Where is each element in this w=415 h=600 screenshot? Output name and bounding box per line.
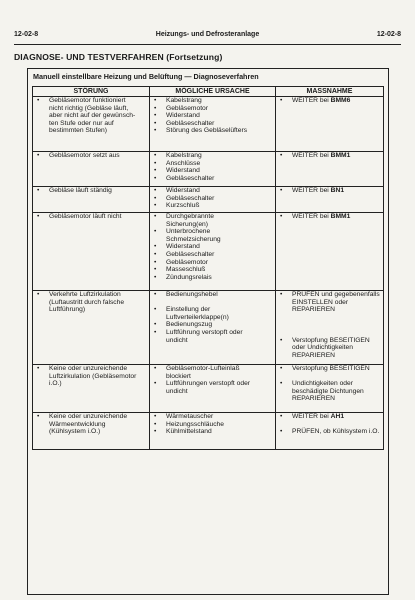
cause-cell — [150, 365, 276, 413]
bullet-icon: • — [154, 428, 157, 436]
cause-item-line: Kabelstrang — [166, 152, 202, 159]
action-item-line: PRÜFEN und gegebenenfalls — [292, 291, 380, 298]
table-row — [33, 413, 384, 450]
box-title: Manuell einstellbare Heizung und Belüftung — Diagnoseverfahren — [33, 72, 259, 81]
cause-item-line: Störung des Gebläselüfters — [166, 127, 248, 135]
cause-item-line: Gebläsemotor — [166, 258, 209, 266]
action-line — [292, 187, 381, 195]
cause-item-line: Bedienungszug — [166, 321, 213, 329]
bullet-icon: • — [154, 380, 157, 388]
cause-item — [152, 266, 273, 274]
problem-item-line: bestimmten Stufen) — [49, 127, 107, 135]
problem-item-line: Keine oder unzureichende — [49, 365, 128, 372]
problem-item — [35, 187, 147, 195]
bullet-icon: • — [154, 174, 157, 182]
cause-item-line: Schmelzsicherung — [166, 235, 221, 243]
page-header — [14, 31, 401, 43]
action-item — [278, 380, 381, 403]
action-cell — [276, 187, 384, 213]
problem-item-line: Keine oder unzureichende — [49, 413, 128, 420]
action-item — [278, 365, 381, 373]
cause-item — [152, 329, 273, 344]
bullet-icon: • — [154, 228, 157, 236]
cause-item-line: Einstellung der — [166, 306, 211, 314]
spacer — [276, 373, 381, 381]
cause-item — [152, 195, 273, 203]
problem-cell — [33, 97, 150, 152]
cause-item — [152, 152, 273, 160]
action-cell — [276, 413, 384, 450]
bullet-icon: • — [154, 420, 157, 428]
bullet-icon: • — [154, 194, 157, 202]
problem-cell — [33, 213, 150, 291]
action-item — [278, 213, 381, 221]
problem-cell — [33, 291, 150, 365]
bullet-icon: • — [280, 152, 283, 159]
problem-item-line: aber nicht auf der gewünsch- — [49, 112, 136, 120]
cause-cell — [150, 152, 276, 187]
spacer — [150, 299, 273, 307]
header-rule — [14, 44, 401, 45]
cause-cell — [150, 413, 276, 450]
cause-item-line: Sicherung(en) — [166, 220, 209, 228]
cause-item — [152, 428, 273, 436]
bullet-icon: • — [37, 291, 40, 298]
bullet-icon: • — [37, 213, 40, 220]
cause-item-line: Wärmetauscher — [166, 413, 214, 420]
bullet-icon: • — [154, 213, 157, 220]
bullet-icon: • — [280, 187, 283, 194]
diagnosis-box — [27, 68, 389, 595]
problem-item-line: Gebläsemotor setzt aus — [49, 152, 120, 159]
action-link-code[interactable]: BMM1 — [330, 152, 351, 159]
cause-item — [152, 97, 273, 105]
cause-item — [152, 306, 273, 321]
bullet-icon: • — [154, 291, 157, 298]
diagnosis-table — [32, 86, 384, 450]
problem-item — [35, 413, 147, 436]
action-item — [278, 428, 381, 436]
cause-item-line: Widerstand — [166, 112, 200, 120]
bullet-icon: • — [154, 243, 157, 251]
cause-item — [152, 228, 273, 243]
problem-item — [35, 365, 147, 388]
cause-item — [152, 380, 273, 395]
cause-item-line: Kurzschluß — [166, 202, 200, 210]
table-header-row — [33, 87, 384, 97]
bullet-icon: • — [154, 273, 157, 281]
action-item — [278, 152, 381, 160]
problem-item-line: Gebläsemotor läuft nicht — [49, 213, 122, 220]
page-number-left: 12-02-8 — [14, 31, 39, 38]
bullet-icon: • — [280, 365, 283, 372]
action-line — [292, 97, 381, 105]
problem-item-line: Wärmeentwicklung — [49, 420, 106, 428]
bullet-icon: • — [280, 413, 283, 420]
cause-cell — [150, 187, 276, 213]
action-line — [292, 213, 381, 221]
action-text: WEITER bei — [292, 97, 331, 104]
cause-item — [152, 251, 273, 259]
bullet-icon: • — [154, 266, 157, 274]
cause-item-line: Widerstand — [166, 167, 200, 175]
problem-item-line: Luftzirkulation (Gebläsemotor — [49, 372, 137, 380]
cause-item-line: Unterbrochene — [166, 228, 211, 236]
cause-item — [152, 259, 273, 267]
table-row — [33, 187, 384, 213]
problem-item — [35, 213, 147, 221]
bullet-icon: • — [154, 306, 157, 314]
cause-item — [152, 167, 273, 175]
cause-item — [152, 274, 273, 282]
action-text: WEITER bei — [292, 413, 331, 420]
spacer — [276, 329, 381, 337]
problem-cell — [33, 365, 150, 413]
bullet-icon: • — [154, 97, 157, 104]
column-header-massnahme: MASSNAHME — [276, 87, 384, 97]
cause-cell — [150, 291, 276, 365]
action-item-line: Verstopfung BESEITIGEN — [292, 365, 370, 372]
action-item — [278, 291, 381, 314]
problem-item-line: Gebläse läuft ständig — [49, 187, 112, 194]
action-item-line: REPARIEREN — [292, 306, 335, 314]
cause-item-line: Bedienungshebel — [166, 291, 218, 298]
action-link-code[interactable]: BN1 — [330, 187, 345, 194]
bullet-icon: • — [154, 365, 157, 372]
action-link-code[interactable]: BMM6 — [330, 97, 351, 104]
bullet-icon: • — [280, 428, 283, 436]
action-item-line: PRÜFEN, ob Kühlsystem i.O. — [292, 428, 380, 436]
bullet-icon: • — [154, 127, 157, 135]
table-row — [33, 365, 384, 413]
spacer — [276, 321, 381, 329]
cause-item — [152, 112, 273, 120]
problem-cell — [33, 413, 150, 450]
action-cell — [276, 213, 384, 291]
cause-item-line: Gebläseschalter — [166, 174, 215, 182]
problem-cell — [33, 152, 150, 187]
bullet-icon: • — [154, 159, 157, 167]
table-row — [33, 213, 384, 291]
bullet-icon: • — [154, 321, 157, 329]
bullet-icon: • — [280, 97, 283, 104]
bullet-icon: • — [280, 291, 283, 298]
action-cell — [276, 97, 384, 152]
cause-item — [152, 321, 273, 329]
cause-item — [152, 291, 273, 299]
bullet-icon: • — [154, 328, 157, 336]
problem-item-line: Verkehrte Luftzirkulation — [49, 291, 121, 298]
action-text: WEITER bei — [292, 213, 331, 220]
problem-item-line: Gebläsemotor funktioniert — [49, 97, 126, 104]
action-item-line: oder Undichtigkeiten — [292, 344, 353, 352]
bullet-icon: • — [37, 187, 40, 194]
cause-item-line: Heizungsschläuche — [166, 420, 224, 428]
page-number-right: 12-02-8 — [376, 31, 401, 38]
action-text: WEITER bei — [292, 152, 331, 159]
cause-item-line: Gebläsemotor — [166, 104, 209, 112]
bullet-icon: • — [37, 152, 40, 159]
column-header-ursache: MÖGLICHE URSACHE — [150, 87, 276, 97]
cause-item — [152, 120, 273, 128]
cause-item — [152, 243, 273, 251]
bullet-icon: • — [37, 97, 40, 104]
cause-item-line: Kühlmittelstand — [166, 428, 212, 436]
table-row — [33, 152, 384, 187]
section-title: DIAGNOSE- UND TESTVERFAHREN (Fortsetzung) — [14, 52, 223, 62]
chapter-title: Heizungs- und Defrosteranlage — [155, 31, 260, 38]
cause-item-line: undicht — [166, 336, 188, 344]
table-row — [33, 291, 384, 365]
cause-item-line: Gebläseschalter — [166, 119, 215, 127]
problem-item-line: nicht richtig (Gebläse läuft, — [49, 104, 129, 112]
cause-item-line: Masseschluß — [166, 266, 206, 274]
cause-item — [152, 421, 273, 429]
action-item-line: REPARIEREN — [292, 351, 335, 359]
bullet-icon: • — [154, 250, 157, 258]
cause-cell — [150, 97, 276, 152]
bullet-icon: • — [154, 112, 157, 120]
problem-cell — [33, 187, 150, 213]
problem-item-line: (Luftaustritt durch falsche — [49, 298, 125, 306]
problem-item-line: (Kühlsystem i.O.) — [49, 428, 101, 436]
cause-item — [152, 365, 273, 380]
bullet-icon: • — [280, 336, 283, 344]
cause-item-line: Zündungsrelais — [166, 273, 212, 281]
bullet-icon: • — [154, 152, 157, 159]
action-link-code[interactable]: BMM1 — [330, 213, 351, 220]
cause-item-line: undicht — [166, 387, 188, 395]
action-item-line: Undichtigkeiten oder — [292, 380, 353, 388]
cause-item-line: Durchgebrannte — [166, 213, 214, 220]
action-item — [278, 97, 381, 105]
action-cell — [276, 152, 384, 187]
action-item — [278, 337, 381, 360]
cause-item — [152, 127, 273, 135]
action-item-line: REPARIEREN — [292, 395, 335, 403]
cause-item — [152, 213, 273, 228]
cause-item — [152, 413, 273, 421]
action-item-line: EINSTELLEN oder — [292, 298, 349, 306]
action-cell — [276, 365, 384, 413]
problem-item — [35, 97, 147, 135]
bullet-icon: • — [280, 380, 283, 388]
action-item-line: Verstopfung BESEITIGEN — [292, 336, 370, 344]
action-cell — [276, 291, 384, 365]
cause-item-line: Luftführungen verstopft oder — [166, 380, 251, 388]
bullet-icon: • — [154, 187, 157, 194]
bullet-icon: • — [37, 365, 40, 372]
action-line — [292, 413, 381, 421]
bullet-icon: • — [154, 119, 157, 127]
bullet-icon: • — [154, 167, 157, 175]
cause-item — [152, 175, 273, 183]
problem-item — [35, 152, 147, 160]
problem-item-line: ten Stufe oder nur auf — [49, 119, 114, 127]
bullet-icon: • — [154, 258, 157, 266]
cause-item — [152, 187, 273, 195]
bullet-icon: • — [154, 413, 157, 420]
bullet-icon: • — [154, 202, 157, 210]
cause-item-line: Gebläseschalter — [166, 250, 215, 258]
cause-item-line: Gebläseschalter — [166, 194, 215, 202]
problem-item — [35, 291, 147, 314]
cause-item-line: Widerstand — [166, 187, 200, 194]
action-line — [292, 152, 381, 160]
cause-item-line: Gebläsemotor-Lufteinlaß — [166, 365, 240, 372]
action-item — [278, 413, 381, 421]
cause-item-line: Widerstand — [166, 243, 200, 251]
action-item-line: beschädigte Dichtungen — [292, 387, 364, 395]
cause-item-line: Luftführung verstopft oder — [166, 328, 243, 336]
bullet-icon: • — [37, 413, 40, 420]
cause-item-line: Kabelstrang — [166, 97, 202, 104]
cause-item-line: blockiert — [166, 372, 191, 380]
cause-item — [152, 202, 273, 210]
cause-item-line: Luftverteilerklappe(n) — [166, 313, 229, 321]
column-header-stoerung: STÖRUNG — [33, 87, 150, 97]
action-link-code[interactable]: AH1 — [330, 413, 345, 420]
cause-item — [152, 105, 273, 113]
cause-item-line: Anschlüsse — [166, 159, 201, 167]
problem-item-line: i.O.) — [49, 380, 62, 388]
problem-item-line: Luftführung) — [49, 306, 86, 314]
action-text: WEITER bei — [292, 187, 331, 194]
spacer — [276, 314, 381, 322]
cause-item — [152, 160, 273, 168]
cause-cell — [150, 213, 276, 291]
bullet-icon: • — [280, 213, 283, 220]
table-row — [33, 97, 384, 152]
bullet-icon: • — [154, 104, 157, 112]
action-item — [278, 187, 381, 195]
